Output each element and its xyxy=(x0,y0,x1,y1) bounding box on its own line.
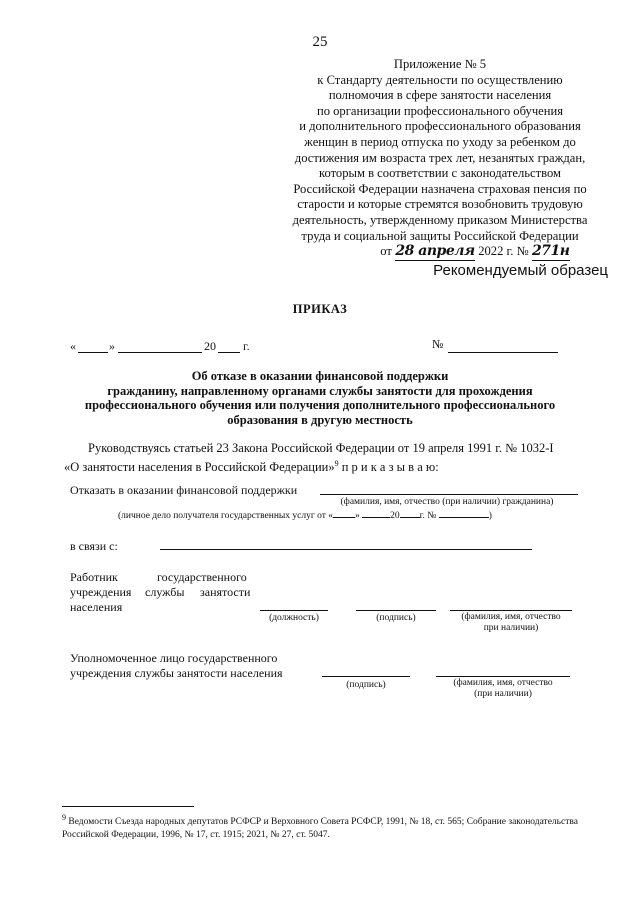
authorized-name-caption xyxy=(436,678,570,700)
personal-file-mid: » xyxy=(355,511,360,521)
employee-name-caption xyxy=(450,612,572,634)
footnote-mark: 9 xyxy=(62,813,66,822)
appendix-line: по организации профессионального обучения xyxy=(316,103,564,118)
appendix-date-line xyxy=(270,244,610,261)
order-year-prefix: 20 xyxy=(204,339,216,353)
order-year-suffix: г. xyxy=(243,339,250,353)
personal-file-line xyxy=(118,511,492,522)
personal-file-start: (личное дело получателя государственных услуг от « xyxy=(118,511,334,521)
law-title: «О занятости населения в Российской Федерации» xyxy=(64,460,335,475)
order-subject xyxy=(60,369,580,427)
employee-line-2-mid: службы xyxy=(145,585,185,599)
basis-line-2 xyxy=(64,456,604,475)
appendix-line: достижения им возраста трех лет, незанятых граждан, xyxy=(294,150,586,165)
employee-line-2-left: учреждения xyxy=(70,585,132,599)
date-prefix: от xyxy=(380,244,392,259)
subject-line: профессионального обучения или получения дополнительного профессионального xyxy=(84,398,556,412)
order-date-close-quote: » xyxy=(109,339,115,353)
personal-file-day-blank[interactable] xyxy=(333,517,355,518)
personal-file-close: ) xyxy=(488,511,492,521)
handwritten-number: 271н xyxy=(532,243,570,260)
employee-line-1-right: государственного xyxy=(157,570,247,584)
employee-line-2-right: занятости xyxy=(200,585,251,599)
order-number-blank[interactable] xyxy=(448,352,558,353)
order-verb: п р и к а з ы в а ю: xyxy=(338,460,439,475)
employee-position-blank[interactable] xyxy=(260,610,328,611)
subject-line: образования в другую местность xyxy=(227,412,413,427)
footnote-text: Ведомости Съезда народных депутатов РСФСР и Верховного Совета РСФСР, 1991, № 18, ст. 565; Собрание законодательства Российской Федерации, 1996, № 17, ст. 1915; 2021, № 27, ст. 5047. xyxy=(62,817,578,840)
page-number: 25 xyxy=(312,34,328,50)
personal-file-end: г. № xyxy=(419,511,437,521)
order-month-blank[interactable] xyxy=(118,352,202,353)
employee-name-blank[interactable] xyxy=(450,610,572,611)
employee-line-3: населения xyxy=(70,600,123,614)
footnote-separator xyxy=(62,806,194,807)
appendix-line: и дополнительного профессионального образования xyxy=(299,119,581,134)
personal-file-month-blank[interactable] xyxy=(362,517,390,518)
appendix-line: труда и социальной защиты Российской Федерации xyxy=(301,228,579,243)
order-date-open-quote: « xyxy=(70,339,76,353)
order-day-blank[interactable] xyxy=(78,352,108,353)
appendix-line: Российской Федерации назначена страховая пенсия по xyxy=(293,181,587,196)
citizen-name-blank[interactable] xyxy=(320,494,578,495)
appendix-header xyxy=(270,57,610,261)
footnote xyxy=(62,812,602,841)
reason-blank[interactable] xyxy=(160,549,532,550)
appendix-line: старости и которые стремятся возобновить трудовую xyxy=(297,197,583,212)
appendix-line: которым в соответствии с законодательством xyxy=(318,166,562,181)
employee-signature-caption: (подпись) xyxy=(376,613,416,623)
appendix-line: деятельность, утвержденному приказом Министерства xyxy=(292,212,588,227)
order-title: ПРИКАЗ xyxy=(292,302,348,316)
personal-file-number-blank[interactable] xyxy=(439,517,489,518)
basis-line-1: Руководствуясь статьей 23 Закона Российской Федерации от 19 апреля 1991 г. № 1032-I xyxy=(88,441,554,455)
employee-signature-blank[interactable] xyxy=(356,610,436,611)
subject-line: гражданину, направленному органами службы занятости для прохождения xyxy=(107,383,533,398)
personal-file-year-blank[interactable] xyxy=(400,517,420,518)
appendix-line: женщин в период отпуска по уходу за ребенком до xyxy=(304,134,576,149)
due-to-label: в связи с: xyxy=(70,539,118,553)
order-number-sign: № xyxy=(432,337,444,351)
subject-line: Об отказе в оказании финансовой поддержки xyxy=(191,369,449,383)
year-text: 2022 г. № xyxy=(478,244,529,259)
employee-position-caption: (должность) xyxy=(269,613,319,623)
refuse-label: Отказать в оказании финансовой поддержки xyxy=(70,483,298,497)
personal-file-year: 20 xyxy=(390,511,400,521)
citizen-name-caption: (фамилия, имя, отчество (при наличии) гражданина) xyxy=(340,497,554,507)
authorized-line-1: Уполномоченное лицо государственного xyxy=(70,651,278,665)
appendix-line: полномочия в сфере занятости населения xyxy=(328,88,552,103)
authorized-name-blank[interactable] xyxy=(436,676,570,677)
basis-paragraph xyxy=(64,440,604,475)
authorized-name-caption-line-2: (при наличии) xyxy=(474,689,532,699)
employee-line-1-left: Работник xyxy=(70,570,118,584)
employee-name-caption-line-1: (фамилия, имя, отчество xyxy=(461,612,561,622)
authorized-line-2: учреждения службы занятости населения xyxy=(70,666,283,680)
authorized-name-caption-line-1: (фамилия, имя, отчество xyxy=(453,678,553,688)
handwritten-date: 28 апреля xyxy=(395,243,475,260)
recommended-sample-label: Рекомендуемый образец xyxy=(433,262,608,279)
authorized-signature-caption: (подпись) xyxy=(346,680,386,690)
order-year-blank[interactable] xyxy=(218,352,240,353)
authorized-signature-blank[interactable] xyxy=(322,676,410,677)
appendix-line: Приложение № 5 xyxy=(393,57,487,71)
footnote-ref: 9 xyxy=(334,459,339,468)
appendix-line: к Стандарту деятельности по осуществлению xyxy=(317,72,563,87)
employee-name-caption-line-2: при наличии) xyxy=(483,623,539,633)
